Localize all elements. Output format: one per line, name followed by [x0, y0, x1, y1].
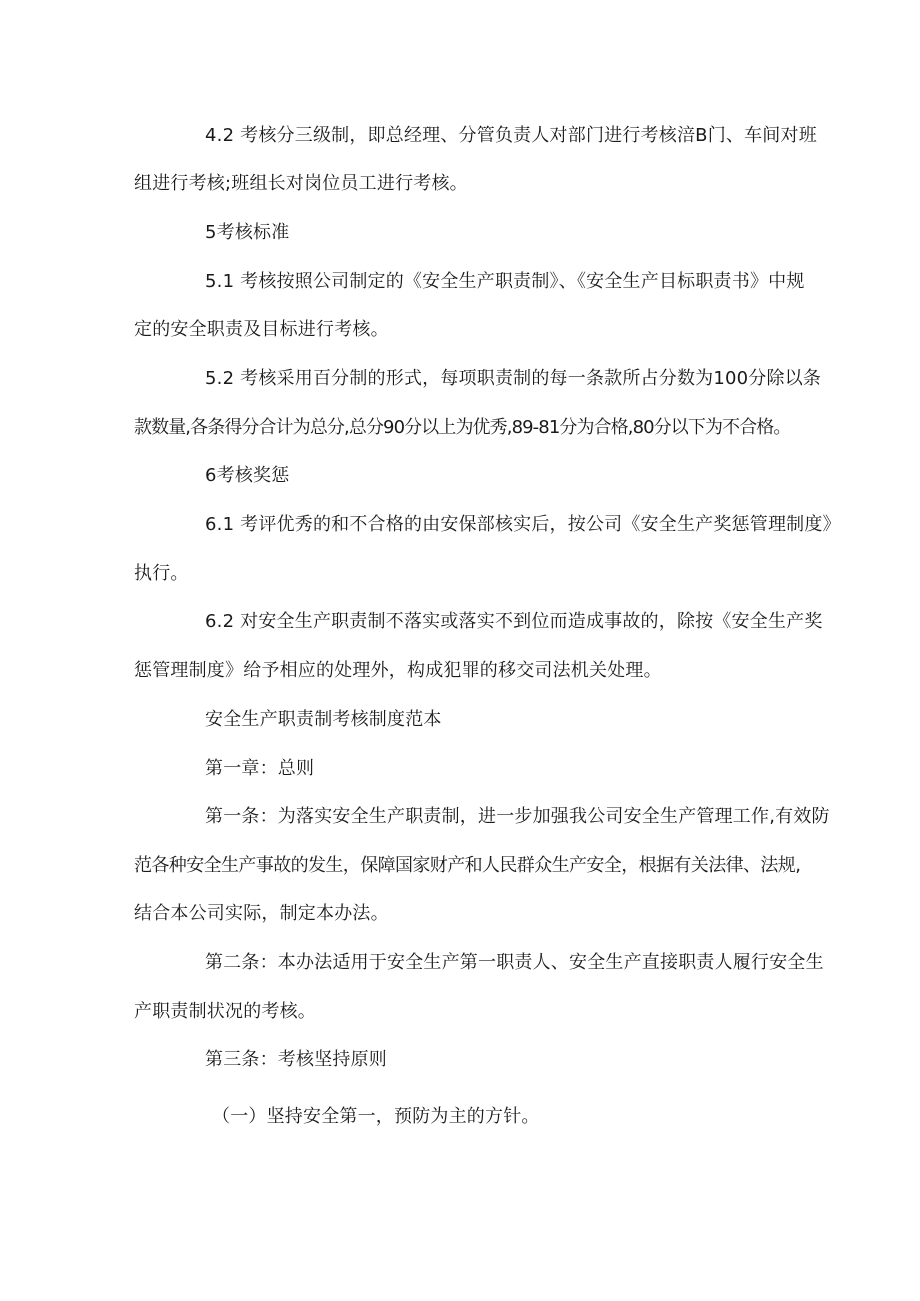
paragraph-5-2-line-1: 5.2 考核采用百分制的形式，每项职责制的每一条款所占分数为100分除以条 — [205, 368, 822, 389]
paragraph-5-2-line-2: 款数量,各条得分合计为总分,总分90分以上为优秀,89-81分为合格,80分以下为不合格。 — [134, 417, 791, 438]
article-1-line-1: 第一条：为落实安全生产职责制，进一步加强我公司安全生产管理工作,有效防 — [205, 806, 830, 827]
chapter-1-heading: 第一章：总则 — [205, 758, 315, 779]
paragraph-6-1-line-2: 执行。 — [134, 563, 189, 584]
heading-section-6: 6考核奖惩 — [205, 465, 290, 486]
paragraph-6-1-line-1: 6.1 考评优秀的和不合格的由安保部核实后，按公司《安全生产奖惩管理制度》 — [205, 514, 841, 535]
article-1-line-3: 结合本公司实际，制定本办法。 — [134, 903, 389, 924]
article-2-line-1: 第二条：本办法适用于安全生产第一职责人、安全生产直接职责人履行安全生 — [205, 952, 824, 973]
article-2-line-2: 产职责制状况的考核。 — [134, 1001, 316, 1022]
paragraph-5-1-line-1: 5.1 考核按照公司制定的《安全生产职责制》、《安全生产目标职责书》中规 — [205, 271, 805, 292]
principle-item-1: （一）坚持安全第一，预防为主的方针。 — [212, 1106, 540, 1127]
paragraph-6-2-line-1: 6.2 对安全生产职责制不落实或落实不到位而造成事故的，除按《安全生产奖 — [205, 611, 823, 632]
heading-section-5: 5考核标准 — [205, 222, 290, 243]
paragraph-6-2-line-2: 惩管理制度》给予相应的处理外，构成犯罪的移交司法机关处理。 — [134, 660, 662, 681]
document-subtitle: 安全生产职责制考核制度范本 — [205, 709, 442, 730]
paragraph-4-2-line-2: 组进行考核;班组长对岗位员工进行考核。 — [134, 173, 468, 194]
article-1-line-2: 范各种安全生产事故的发生，保障国家财产和人民群众生产安全，根据有关法律、法规, — [134, 855, 801, 876]
paragraph-5-1-line-2: 定的安全职责及目标进行考核。 — [134, 319, 389, 340]
article-3-heading: 第三条：考核坚持原则 — [205, 1049, 387, 1070]
paragraph-4-2-line-1: 4.2 考核分三级制，即总经理、分管负责人对部门进行考核涪B门、车间对班 — [205, 125, 817, 146]
